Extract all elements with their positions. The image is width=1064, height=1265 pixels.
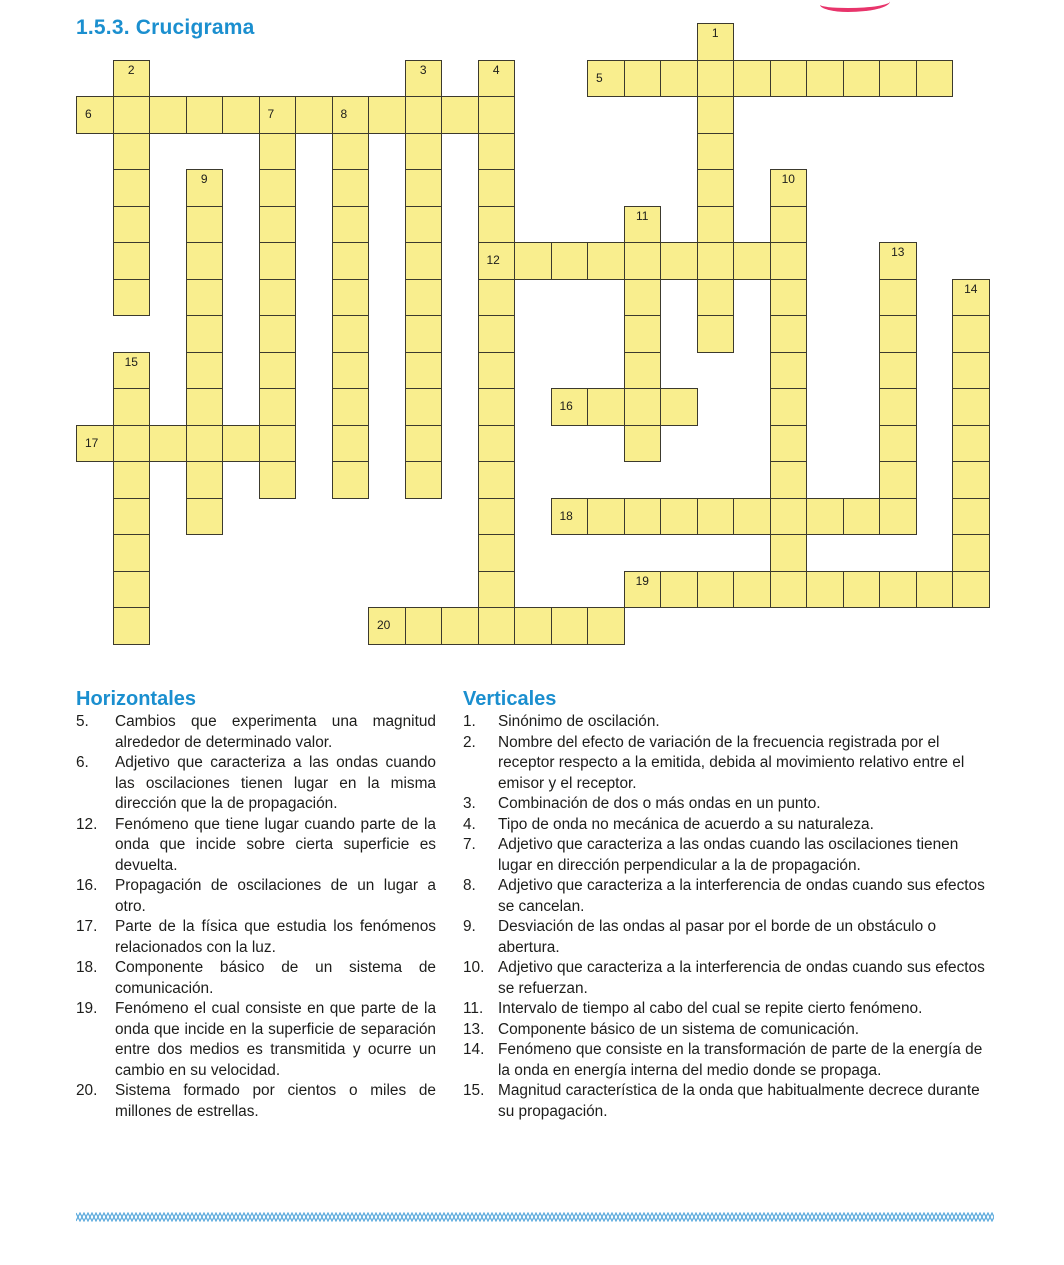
- clue-text: Tipo de onda no mecánica de acuerdo a su naturaleza.: [498, 815, 874, 833]
- clue-number: 11.: [463, 1000, 484, 1017]
- crossword-cell[interactable]: [149, 96, 187, 134]
- clue-text: Fenómeno el cual consiste en que parte de la onda que incide en la superficie de separación entre dos medios es transmitida y ocurre un cambio en su velocidad.: [115, 1000, 436, 1079]
- crossword-cell[interactable]: [697, 169, 735, 207]
- crossword-cell[interactable]: [551, 498, 589, 536]
- crossword-cell[interactable]: [259, 279, 297, 317]
- verticales-clue: [463, 835, 993, 876]
- crossword-cell[interactable]: [551, 388, 589, 426]
- verticales-heading: Verticales: [463, 688, 557, 710]
- crossword-cell[interactable]: [624, 388, 662, 426]
- crossword-cell[interactable]: [186, 461, 224, 499]
- crossword-cell[interactable]: [113, 352, 151, 390]
- crossword-cell[interactable]: [697, 498, 735, 536]
- clue-number-4: 4: [492, 62, 500, 77]
- crossword-cell[interactable]: [478, 206, 516, 244]
- clue-text: Fenómeno que tiene lugar cuando parte de la onda que incide sobre cierta superficie es devuelta.: [115, 815, 436, 874]
- crossword-cell[interactable]: [624, 315, 662, 353]
- crossword-cell[interactable]: [770, 461, 808, 499]
- crossword-cell[interactable]: [478, 133, 516, 171]
- crossword-cell[interactable]: [733, 60, 771, 98]
- clue-number-12: 12: [486, 253, 500, 267]
- crossword-cell[interactable]: [76, 96, 114, 134]
- crossword-cell[interactable]: [478, 96, 516, 134]
- crossword-cell[interactable]: [113, 279, 151, 317]
- clue-number: 4.: [463, 815, 476, 833]
- clue-number-1: 1: [711, 26, 719, 40]
- clue-number: 5.: [76, 713, 89, 730]
- verticales-clue: [463, 794, 993, 815]
- verticales-clue: [463, 917, 993, 958]
- crossword-cell[interactable]: [405, 242, 443, 280]
- crossword-cell[interactable]: [405, 60, 443, 98]
- clue-number-5: 5: [596, 70, 603, 85]
- crossword-cell[interactable]: [332, 279, 370, 317]
- crossword-cell[interactable]: [259, 206, 297, 244]
- clue-text: Fenómeno que consiste en la transformación de parte de la energía de la onda en energía interna del medio donde se propaga.: [498, 1041, 983, 1079]
- clue-text: Propagación de oscilaciones de un lugar a otro.: [115, 877, 436, 915]
- clue-text: Magnitud característica de la onda que habitualmente decrece durante su propagación.: [498, 1082, 980, 1120]
- clue-number-15: 15: [124, 354, 138, 369]
- crossword-cell[interactable]: [624, 352, 662, 390]
- horizontales-clue: [76, 958, 436, 999]
- crossword-cell[interactable]: [697, 133, 735, 171]
- horizontales-clue: [76, 999, 436, 1081]
- crossword-cell[interactable]: [697, 96, 735, 134]
- crossword-cell[interactable]: [624, 498, 662, 536]
- crossword-cell[interactable]: [186, 498, 224, 536]
- crossword-cell[interactable]: [259, 315, 297, 353]
- crossword-cell[interactable]: [113, 498, 151, 536]
- crossword-cell[interactable]: [952, 279, 990, 317]
- clue-number: 15.: [463, 1082, 485, 1099]
- crossword-cell[interactable]: [879, 425, 917, 463]
- crossword-cell[interactable]: [660, 60, 698, 98]
- crossword-cell[interactable]: [806, 498, 844, 536]
- clue-text: Cambios que experimenta una magnitud alrededor de determinado valor.: [115, 713, 436, 751]
- decorative-zigzag-border: [76, 1212, 994, 1222]
- crossword-cell[interactable]: [113, 425, 151, 463]
- crossword-cell[interactable]: [624, 571, 662, 609]
- crossword-cell[interactable]: [806, 571, 844, 609]
- horizontales-clue: [76, 876, 436, 917]
- clue-text: Componente básico de un sistema de comunicación.: [498, 1020, 860, 1038]
- crossword-cell[interactable]: [478, 534, 516, 572]
- crossword-cell[interactable]: [478, 352, 516, 390]
- clue-number: 20.: [76, 1082, 98, 1099]
- crossword-cell[interactable]: [879, 242, 917, 280]
- crossword-cell[interactable]: [952, 571, 990, 609]
- crossword-cell[interactable]: [186, 352, 224, 390]
- crossword-cell[interactable]: [186, 279, 224, 317]
- crossword-cell[interactable]: [259, 133, 297, 171]
- crossword-cell[interactable]: [332, 133, 370, 171]
- crossword-cell[interactable]: [478, 571, 516, 609]
- clue-text: Parte de la física que estudia los fenómenos relacionados con la luz.: [115, 918, 436, 956]
- crossword-cell[interactable]: [332, 461, 370, 499]
- crossword-cell[interactable]: [259, 425, 297, 463]
- crossword-cell[interactable]: [770, 571, 808, 609]
- crossword-cell[interactable]: [405, 206, 443, 244]
- clue-number-16: 16: [559, 399, 573, 413]
- crossword-cell[interactable]: [952, 498, 990, 536]
- crossword-cell[interactable]: [478, 607, 516, 645]
- crossword-cell[interactable]: [697, 279, 735, 317]
- crossword-cell[interactable]: [186, 388, 224, 426]
- verticales-clue: [463, 1020, 993, 1041]
- clue-number: 12.: [76, 815, 98, 833]
- crossword-cell[interactable]: [587, 498, 625, 536]
- crossword-cell[interactable]: [113, 206, 151, 244]
- crossword-cell[interactable]: [405, 425, 443, 463]
- clue-number: 18.: [76, 959, 98, 976]
- crossword-cell[interactable]: [624, 60, 662, 98]
- crossword-cell[interactable]: [478, 425, 516, 463]
- crossword-cell[interactable]: [770, 60, 808, 98]
- crossword-cell[interactable]: [478, 461, 516, 499]
- clue-number-11: 11: [636, 208, 649, 223]
- verticales-clue: [463, 958, 993, 999]
- crossword-cell[interactable]: [259, 96, 297, 134]
- horizontales-clue: [76, 1081, 436, 1122]
- crossword-cell[interactable]: [332, 425, 370, 463]
- verticales-clue-list: [463, 712, 993, 1122]
- crossword-cell[interactable]: [113, 169, 151, 207]
- crossword-cell[interactable]: [624, 242, 662, 280]
- crossword-cell[interactable]: [478, 315, 516, 353]
- crossword-cell[interactable]: [478, 498, 516, 536]
- crossword-cell[interactable]: [441, 96, 479, 134]
- crossword-cell[interactable]: [624, 425, 662, 463]
- verticales-clue: [463, 712, 993, 733]
- crossword-cell[interactable]: [332, 388, 370, 426]
- crossword-cell[interactable]: [514, 607, 552, 645]
- crossword-cell[interactable]: [113, 60, 151, 98]
- horizontales-clue: [76, 815, 436, 877]
- clue-number-10: 10: [781, 172, 795, 186]
- crossword-cell[interactable]: [186, 315, 224, 353]
- verticales-clue: [463, 1040, 993, 1081]
- crossword-cell[interactable]: [332, 315, 370, 353]
- crossword-cell[interactable]: [332, 352, 370, 390]
- crossword-cell[interactable]: [368, 607, 406, 645]
- crossword-cell[interactable]: [770, 425, 808, 463]
- crossword-cell[interactable]: [770, 169, 808, 207]
- crossword-cell[interactable]: [879, 571, 917, 609]
- crossword-cell[interactable]: [368, 96, 406, 134]
- crossword-cell[interactable]: [697, 315, 735, 353]
- clue-text: Sinónimo de oscilación.: [498, 713, 660, 730]
- clue-number: 8.: [463, 877, 476, 894]
- crossword-cell[interactable]: [952, 425, 990, 463]
- crossword-cell[interactable]: [733, 242, 771, 280]
- crossword-cell[interactable]: [879, 352, 917, 390]
- clue-number-19: 19: [635, 573, 649, 588]
- crossword-cell[interactable]: [587, 242, 625, 280]
- clue-number-14: 14: [964, 281, 978, 296]
- crossword-cell[interactable]: [405, 607, 443, 645]
- crossword-cell[interactable]: [952, 534, 990, 572]
- page-title: 1.5.3. Crucigrama: [76, 16, 255, 39]
- crossword-cell[interactable]: [733, 498, 771, 536]
- clue-number-18: 18: [559, 508, 573, 523]
- crossword-cell[interactable]: [697, 242, 735, 280]
- crossword-cell[interactable]: [770, 352, 808, 390]
- crossword-cell[interactable]: [770, 242, 808, 280]
- clue-number: 19.: [76, 1000, 98, 1017]
- crossword-cell[interactable]: [113, 571, 151, 609]
- crossword-cell[interactable]: [770, 498, 808, 536]
- verticales-clue: [463, 999, 993, 1020]
- clue-number-9: 9: [200, 172, 208, 186]
- clue-text: Desviación de las ondas al pasar por el borde de un obstáculo o abertura.: [498, 918, 937, 956]
- clue-number: 13.: [463, 1020, 485, 1038]
- crossword-cell[interactable]: [733, 571, 771, 609]
- clue-text: Intervalo de tiempo al cabo del cual se repite cierto fenómeno.: [498, 1000, 923, 1017]
- clue-number-7: 7: [267, 107, 275, 121]
- crossword-cell[interactable]: [697, 60, 735, 98]
- crossword-cell[interactable]: [259, 169, 297, 207]
- clue-number: 6.: [76, 754, 89, 771]
- crossword-cell[interactable]: [660, 242, 698, 280]
- crossword-cell[interactable]: [697, 571, 735, 609]
- crossword-cell[interactable]: [587, 60, 625, 98]
- horizontales-clue: [76, 712, 436, 753]
- crossword-cell[interactable]: [113, 133, 151, 171]
- clue-text: Sistema formado por cientos o miles de millones de estrellas.: [115, 1082, 436, 1120]
- crossword-cell[interactable]: [405, 279, 443, 317]
- crossword-cell[interactable]: [770, 315, 808, 353]
- crossword-cell[interactable]: [332, 242, 370, 280]
- crossword-cell[interactable]: [186, 96, 224, 134]
- crossword-cell[interactable]: [332, 169, 370, 207]
- clue-text: Adjetivo que caracteriza a la interferencia de ondas cuando sus efectos se refuerzan.: [498, 959, 985, 997]
- verticales-clue: [463, 733, 993, 795]
- crossword-cell[interactable]: [916, 571, 954, 609]
- crossword-cell[interactable]: [186, 206, 224, 244]
- crossword-cell[interactable]: [478, 279, 516, 317]
- crossword-cell[interactable]: [441, 607, 479, 645]
- clue-number: 2.: [463, 733, 476, 751]
- crossword-cell[interactable]: [405, 461, 443, 499]
- crossword-cell[interactable]: [916, 60, 954, 98]
- clue-number-20: 20: [377, 618, 391, 632]
- clue-number: 10.: [463, 959, 485, 976]
- clue-number-3: 3: [419, 62, 427, 77]
- crossword-cell[interactable]: [295, 96, 333, 134]
- crossword-cell[interactable]: [405, 96, 443, 134]
- crossword-cell[interactable]: [405, 388, 443, 426]
- verticales-clue: [463, 815, 993, 836]
- horizontales-clue-list: [76, 712, 436, 1122]
- clue-number: 3.: [463, 795, 476, 812]
- crossword-cell[interactable]: [405, 315, 443, 353]
- crossword-cell[interactable]: [514, 242, 552, 280]
- crossword-cell[interactable]: [259, 242, 297, 280]
- clue-number-17: 17: [85, 435, 99, 450]
- clue-text: Adjetivo que caracteriza a la interferencia de ondas cuando sus efectos se cancelan.: [498, 877, 985, 915]
- crossword-cell[interactable]: [149, 425, 187, 463]
- crossword-cell[interactable]: [478, 388, 516, 426]
- crossword-cell[interactable]: [952, 315, 990, 353]
- clue-number: 7.: [463, 836, 476, 853]
- crossword-cell[interactable]: [879, 461, 917, 499]
- crossword-cell[interactable]: [879, 498, 917, 536]
- crossword-cell[interactable]: [587, 607, 625, 645]
- crossword-cell[interactable]: [113, 461, 151, 499]
- clue-number-2: 2: [127, 62, 135, 77]
- crossword-cell[interactable]: [952, 352, 990, 390]
- crossword-cell[interactable]: [952, 388, 990, 426]
- crossword-cell[interactable]: [76, 425, 114, 463]
- clue-text: Nombre del efecto de variación de la frecuencia registrada por el receptor respecto a la emitida, debida al movimiento relativo entre el emisor y el receptor.: [498, 733, 965, 792]
- crossword-cell[interactable]: [879, 388, 917, 426]
- horizontales-clue: [76, 917, 436, 958]
- crossword-cell[interactable]: [259, 461, 297, 499]
- crossword-cell[interactable]: [222, 425, 260, 463]
- clue-text: Adjetivo que caracteriza a las ondas cuando las oscilaciones tienen lugar en la misma dirección que la de propagación.: [115, 754, 436, 812]
- crossword-cell[interactable]: [843, 60, 881, 98]
- clue-number: 9.: [463, 918, 476, 935]
- crossword-cell[interactable]: [405, 133, 443, 171]
- crossword-cell[interactable]: [879, 60, 917, 98]
- crossword-cell[interactable]: [879, 279, 917, 317]
- crossword-cell[interactable]: [478, 169, 516, 207]
- crossword-cell[interactable]: [113, 607, 151, 645]
- crossword-cell[interactable]: [660, 571, 698, 609]
- crossword-cell[interactable]: [113, 534, 151, 572]
- clue-number-8: 8: [340, 107, 348, 121]
- crossword-cell[interactable]: [770, 388, 808, 426]
- crossword-cell[interactable]: [186, 169, 224, 207]
- crossword-cell[interactable]: [952, 461, 990, 499]
- crossword-cell[interactable]: [186, 242, 224, 280]
- crossword-cell[interactable]: [770, 534, 808, 572]
- horizontales-heading: Horizontales: [76, 688, 197, 710]
- horizontales-clue: [76, 753, 436, 815]
- crossword-cell[interactable]: [587, 388, 625, 426]
- clue-number-6: 6: [85, 107, 92, 121]
- clue-number: 17.: [76, 918, 98, 935]
- crossword-cell[interactable]: [113, 242, 151, 280]
- crossword-cell[interactable]: [770, 206, 808, 244]
- crossword-cell[interactable]: [624, 279, 662, 317]
- crossword-cell[interactable]: [879, 315, 917, 353]
- crossword-cell[interactable]: [478, 60, 516, 98]
- clue-text: Adjetivo que caracteriza a las ondas cuando las oscilaciones tienen lugar en dirección perpendicular a la de propagación.: [498, 836, 959, 874]
- crossword-cell[interactable]: [259, 388, 297, 426]
- crossword-cell[interactable]: [405, 352, 443, 390]
- crossword-cell[interactable]: [113, 388, 151, 426]
- crossword-cell[interactable]: [332, 96, 370, 134]
- crossword-cell[interactable]: [624, 206, 662, 244]
- crossword-cell[interactable]: [660, 388, 698, 426]
- clue-number: 16.: [76, 877, 98, 894]
- crossword-cell[interactable]: [697, 23, 735, 61]
- verticales-clue: [463, 1081, 993, 1122]
- crossword-cell[interactable]: [478, 242, 516, 280]
- crossword-cell[interactable]: [660, 498, 698, 536]
- crossword-cell[interactable]: [259, 352, 297, 390]
- verticales-clue: [463, 876, 993, 917]
- crossword-cell[interactable]: [332, 206, 370, 244]
- crossword-cell[interactable]: [697, 206, 735, 244]
- clue-number: 14.: [463, 1041, 485, 1058]
- crossword-cell[interactable]: [186, 425, 224, 463]
- crossword-cell[interactable]: [551, 607, 589, 645]
- crossword-cell[interactable]: [551, 242, 589, 280]
- crossword-cell[interactable]: [222, 96, 260, 134]
- clue-number: 1.: [463, 713, 476, 730]
- clue-text: Componente básico de un sistema de comunicación.: [115, 959, 436, 997]
- clue-text: Combinación de dos o más ondas en un punto.: [498, 795, 821, 812]
- crossword-cell[interactable]: [843, 571, 881, 609]
- crossword-cell[interactable]: [113, 96, 151, 134]
- crossword-cell[interactable]: [770, 279, 808, 317]
- crossword-cell[interactable]: [405, 169, 443, 207]
- crossword-cell[interactable]: [843, 498, 881, 536]
- crossword-cell[interactable]: [806, 60, 844, 98]
- clue-number-13: 13: [891, 245, 905, 259]
